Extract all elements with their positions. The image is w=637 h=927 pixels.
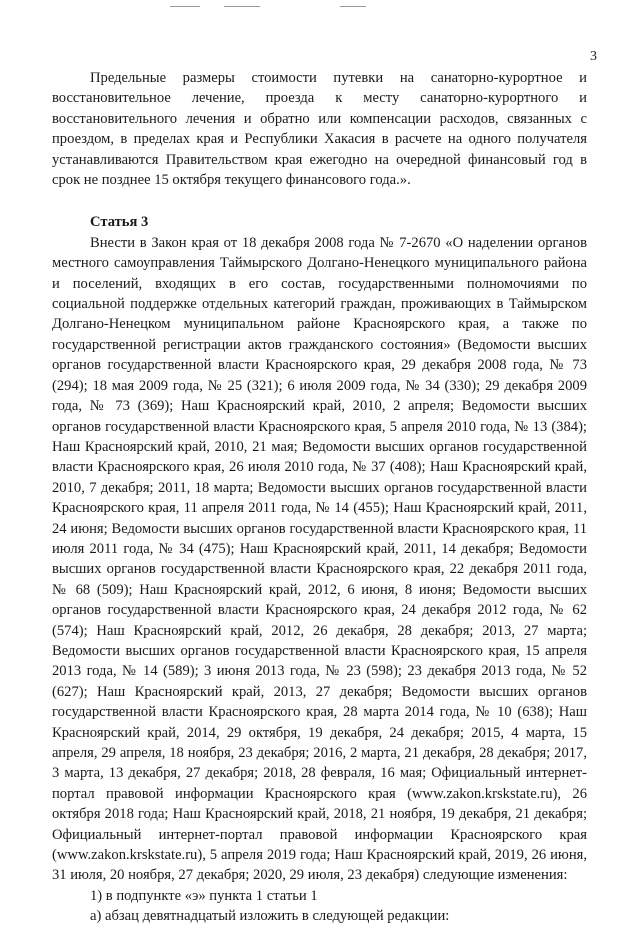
list-item-1: 1) в подпункте «э» пункта 1 статьи 1 <box>90 887 318 904</box>
scan-artifact-line <box>224 6 260 7</box>
limits-paragraph: Предельные размеры стоимости путевки на санаторно-курортное и восстановительное лечение, проезда к месту санаторно-курортного и восстановительного лечения и обратно или компенсации расходов, связанных с проездом, в пределах края и Республики Хакасия в расчете на одного получателя устанавливаются Правительством края ежегодно на очередной финансовый год в срок не позднее 15 октября текущего финансового года.». <box>52 70 587 189</box>
list-item-a: а) абзац девятнадцатый изложить в следующей редакции: <box>90 908 450 925</box>
amendment-paragraph: Внести в Закон края от 18 декабря 2008 года № 7-2670 «О наделении органов местного самоуправления Таймырского Долгано-Ненецкого муниципального района и поселений, входящих в его состав, государственными полномочиями по социальной поддержке отдельных категорий граждан, проживающих в Таймырском Долгано-Ненецком муниципальном районе Красноярского края, а также по государственной регистрации актов гражданского состояния» (Ведомости высших органов государственной власти Красноярского края, 29 декабря 2008 года, № 73 (294); 18 мая 2009 года, № 25 (321); 6 июля 2009 года, № 34 (330); 29 декабря 2009 года, № 73 (369); Наш Красноярский край, 2010, 2 апреля; Ведомости высших органов государственной власти Красноярского края, 5 апреля 2010 года, № 13 (384); Наш Красноярский край, 2010, 21 мая; Ведомости высших органов государственной власти Красноярского края, 26 июля 2010 года, № 37 (408); Наш Красноярский край, 2010, 7 декабря; 2011, 18 марта; Ведомости высших органов государственной власти Красноярского края, 11 апреля 2011 года, № 14 (455); Наш Красноярский край, 2011, 24 июня; Ведомости высших органов государственной власти Красноярского края, 11 июля 2011 года, № 34 (475); Наш Красноярский край, 2011, 14 декабря; Ведомости высших органов государственной власти Красноярского края, 22 декабря 2011 года, № 68 (509); Наш Красноярский край, 2012, 6 июня, 8 июня; Ведомости высших органов государственной власти Красноярского края, 24 декабря 2012 года, № 62 (574); Наш Красноярский край, 2012, 26 декабря, 28 декабря; 2013, 27 марта; Ведомости высших органов государственной власти Красноярского края, 15 апреля 2013 года, № 14 (589); 3 июня 2013 года, № 23 (598); 23 декабря 2013 года, № 52 (627); Наш Красноярский край, 2013, 27 декабря; Ведомости высших органов государственной власти Красноярского края, 28 марта 2014 года, № 10 (638); Наш Красноярский край, 2014, 29 октября, 19 декабря, 24 декабря; 2015, 4 марта, 15 апреля, 29 апреля, 18 ноября, 23 декабря; 2016, 2 марта, 21 декабря, 28 декабря; 2017, 3 марта, 13 декабря, 27 декабря; 2018, 28 февраля, 16 мая; Официальный интернет-портал правовой информации Красноярского края (www.zakon.krskstate.ru), 26 октября 2018 года; Наш Красноярский край, 2018, 21 ноября, 19 декабря, 21 декабря; Официальный интернет-портал правовой информации Красноярского края (www.zakon.krskstate.ru), 5 апреля 2019 года; Наш Красноярский край, 2019, 26 июня, 31 июля, 20 ноября, 27 декабря; 2020, 29 июля, 23 декабря) следующие изменения: <box>52 234 587 884</box>
page-number: 3 <box>590 49 597 64</box>
article-heading: Статья 3 <box>90 214 149 231</box>
scan-artifact-lines <box>0 6 637 10</box>
document-body <box>52 68 587 927</box>
scan-artifact-line <box>340 6 366 7</box>
scan-artifact-line <box>170 6 200 7</box>
